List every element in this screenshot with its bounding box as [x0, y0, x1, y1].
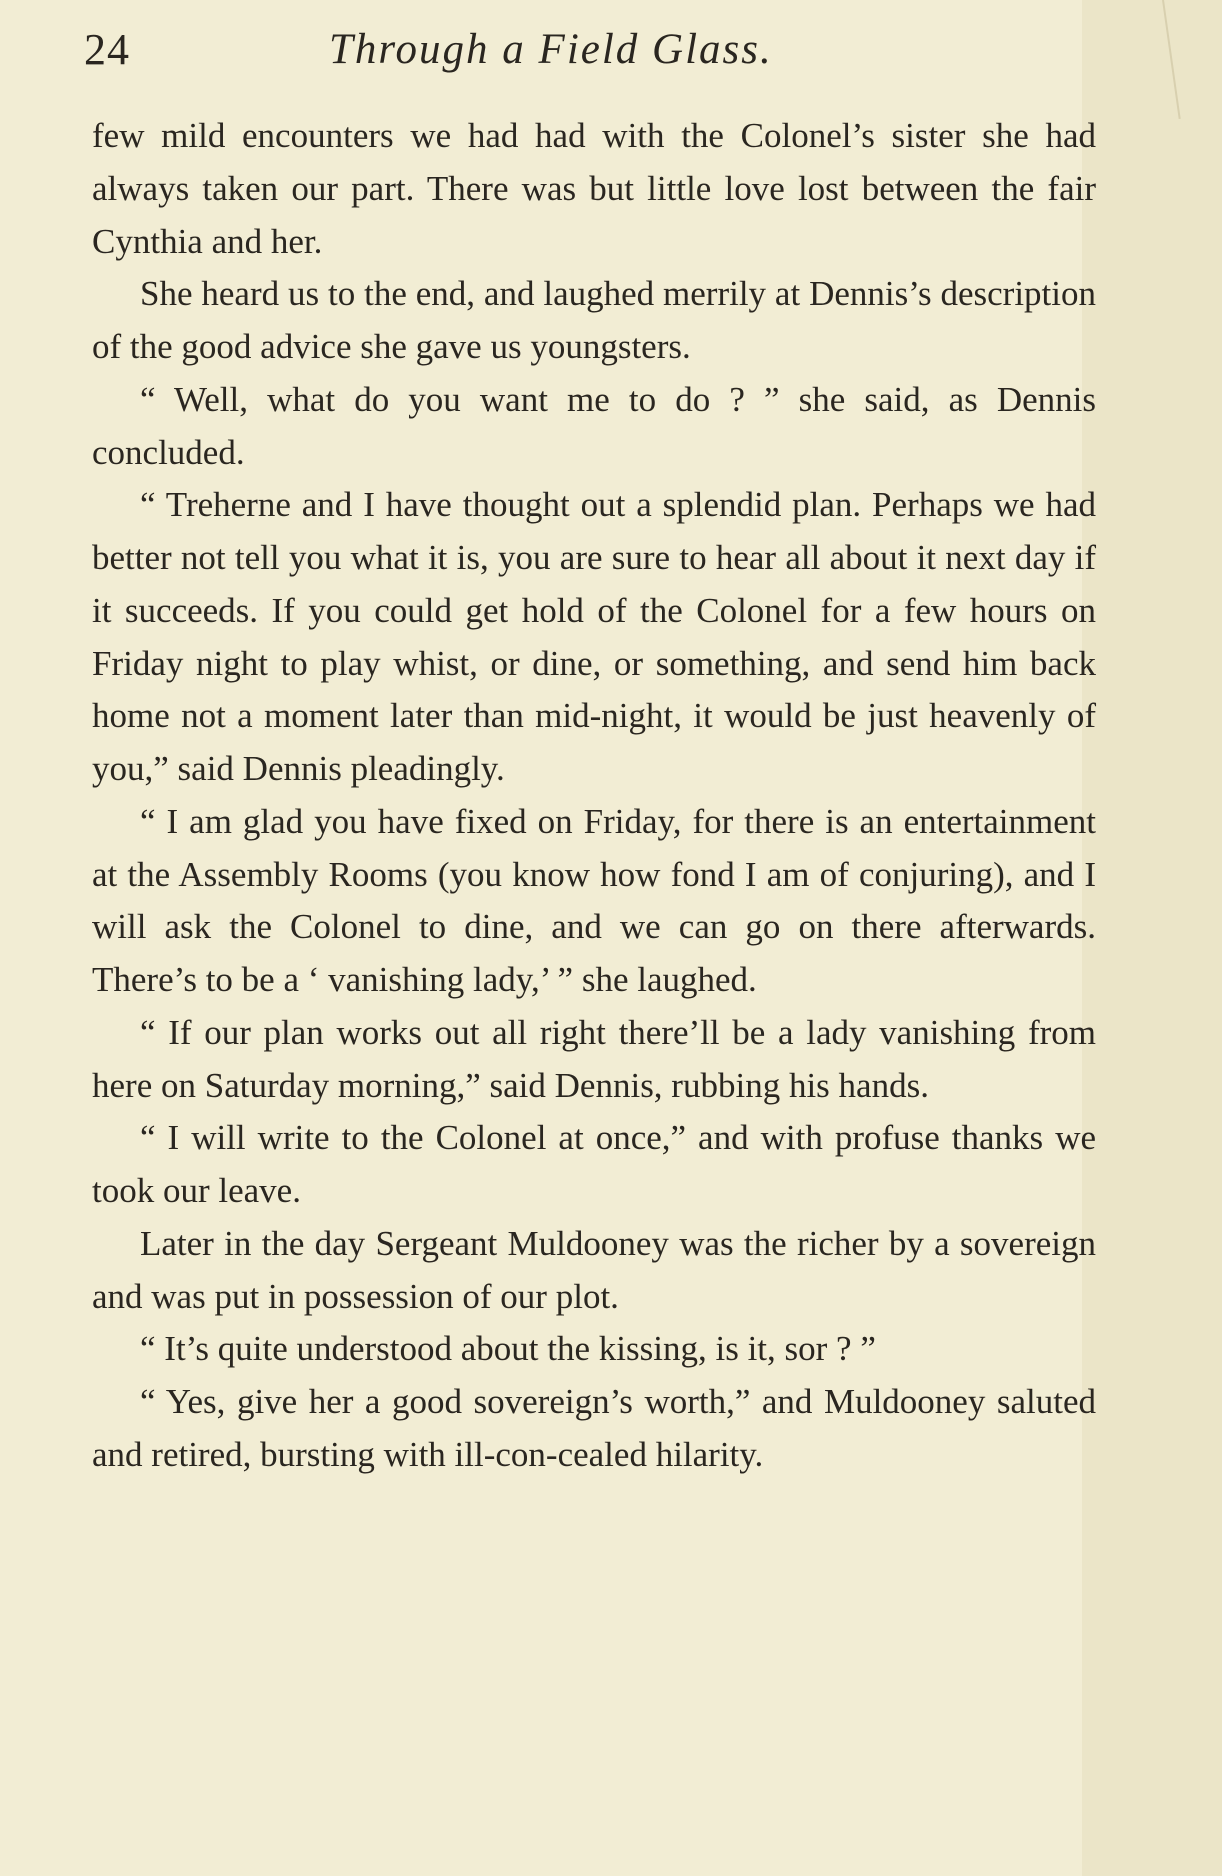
running-title: Through a Field Glass. — [329, 26, 773, 73]
paragraph: “ If our plan works out all right there’ll be a lady vanishing from here on Saturday morning,” said Dennis, rubbing his hands. — [92, 1012, 1096, 1105]
paragraph: “ Yes, give her a good sovereign’s worth,” and Muldooney saluted and retired, bursting with ill-con-cealed hilarity. — [92, 1382, 1096, 1474]
paragraph: She heard us to the end, and laughed merrily at Dennis’s description of the good advice she gave us youngsters. — [92, 274, 1096, 366]
paragraph: few mild encounters we had had with the Colonel’s sister she had always taken our part. There was but little love lost between the fair Cynthia and her. — [92, 116, 1096, 261]
paragraph: Later in the day Sergeant Muldooney was the richer by a sovereign and was put in possession of our plot. — [92, 1223, 1096, 1316]
body-text — [92, 110, 1096, 1482]
paragraph: “ I will write to the Colonel at once,” and with profuse thanks we took our leave. — [92, 1118, 1096, 1210]
paragraph: “ Treherne and I have thought out a splendid plan. Perhaps we had better not tell you what it is, you are sure to hear all about it next day if it succeeds. If you could get hold of the Colonel for a few hours on Friday night to play whist, or dine, or something, and send him back home not a moment later than mid-night, it would be just heavenly of you,” said Dennis pleadingly. — [92, 485, 1096, 788]
page-number: 24 — [84, 25, 130, 74]
paragraph: “ I am glad you have fixed on Friday, for there is an entertainment at the Assembly Rooms (you know how fond I am of conjuring), and I will ask the Colonel to dine, and we can go on there afterwards. There’s to be a ‘ vanishing lady,’ ” she laughed. — [92, 801, 1096, 999]
page-header — [84, 20, 1104, 80]
paragraph: “ Well, what do you want me to do ? ” she said, as Dennis concluded. — [92, 379, 1096, 472]
paragraph: “ It’s quite understood about the kissing, is it, sor ? ” — [140, 1329, 876, 1369]
page-edge-shadow — [1082, 0, 1222, 1876]
